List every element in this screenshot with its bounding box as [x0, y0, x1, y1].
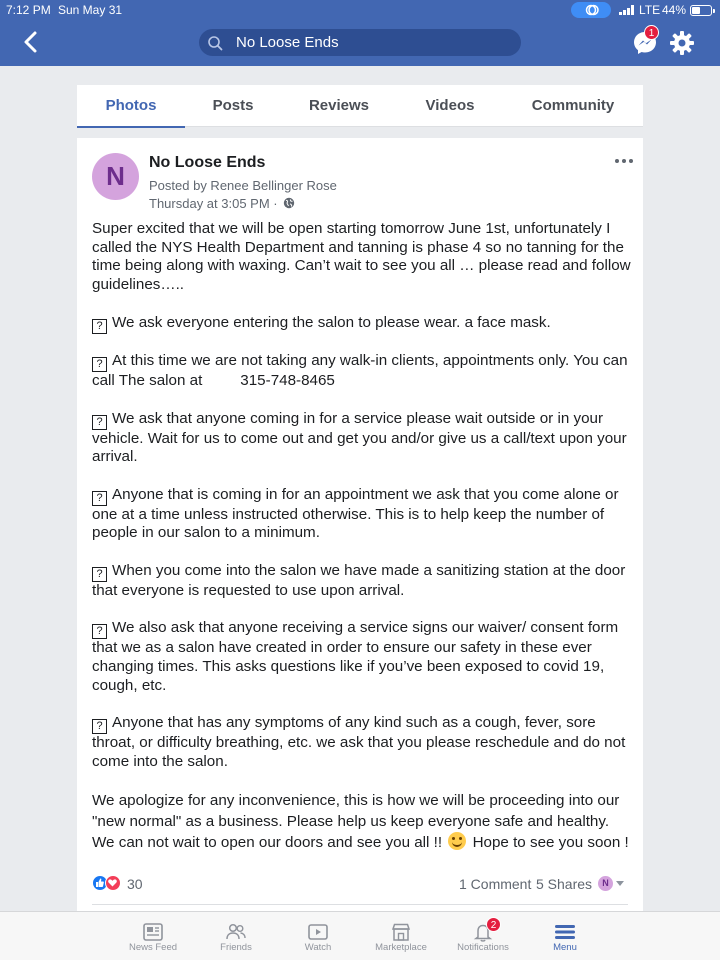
- tab-community[interactable]: Community: [531, 97, 615, 114]
- news-feed-icon: [142, 921, 164, 943]
- nav-label: News Feed: [128, 942, 178, 953]
- nav-watch[interactable]: [283, 912, 353, 960]
- post-rule: ? We ask everyone entering the salon to please wear. a face mask.: [92, 314, 632, 334]
- nav-news-feed[interactable]: [118, 912, 188, 960]
- nav-label: Marketplace: [375, 942, 427, 953]
- post-rule: ? We ask that anyone coming in for a service please wait outside or in your vehicle. Wait for us to come out and get you and/or give us a call/text upon your arrival.: [92, 409, 627, 466]
- share-as-avatar[interactable]: N: [598, 876, 613, 891]
- search-icon: [207, 35, 223, 51]
- divider: [92, 904, 628, 905]
- messenger-button[interactable]: [630, 28, 660, 58]
- nav-label: Watch: [304, 942, 332, 953]
- nav-label: Notifications: [457, 942, 509, 953]
- back-button[interactable]: [20, 30, 42, 54]
- battery-icon: [690, 5, 712, 16]
- post-closing: We apologize for any inconvenience, this is how we will be proceeding into our "new normal" as a business. Please help us keep everyone safe and healthy. We can not wait to open our doors and see you all !! Hope to see you soon !: [92, 792, 629, 852]
- unknown-glyph-icon: ?: [92, 567, 107, 582]
- battery-percent: 44%: [662, 3, 687, 17]
- gear-icon: [668, 29, 696, 57]
- nav-menu[interactable]: [530, 912, 600, 960]
- status-bar: [0, 0, 720, 20]
- post-rule: ? We also ask that anyone receiving a service signs our waiver/ consent form that we as a salon have created in order to ensure our safety in these ever changing times. This asks questions like if you’ve been exposed to covid 19, cough, etc.: [92, 619, 619, 694]
- post-author: Posted by Renee Bellinger Rose: [149, 178, 337, 193]
- post-card: [77, 138, 643, 928]
- post-rule: ? When you come into the salon we have made a sanitizing station at the door that everyone is requested to use upon arrival.: [92, 561, 626, 599]
- post-timestamp[interactable]: Thursday at 3:05 PM ·: [149, 196, 278, 211]
- post-timestamp-row: [149, 196, 295, 211]
- nav-notifications[interactable]: [448, 912, 518, 960]
- unknown-glyph-icon: ?: [92, 319, 107, 334]
- settings-button[interactable]: [668, 29, 696, 57]
- unknown-glyph-icon: ?: [92, 624, 107, 639]
- nav-marketplace[interactable]: [366, 912, 436, 960]
- unknown-glyph-icon: ?: [92, 491, 107, 506]
- nav-label: Menu: [553, 942, 577, 953]
- top-bar: [0, 0, 720, 66]
- love-reaction-icon: [105, 875, 121, 891]
- more-options-button[interactable]: [614, 152, 634, 168]
- post-page-name[interactable]: No Loose Ends: [149, 154, 266, 171]
- post-body: [92, 220, 632, 872]
- notifications-badge: 2: [486, 917, 501, 932]
- post-rule: ? Anyone that is coming in for an appointment we ask that you come alone or one at a time unless instructed otherwise. This is to help keep the number of people in our salon to a minimum.: [92, 485, 619, 542]
- tab-videos[interactable]: Videos: [425, 97, 475, 114]
- tab-photos[interactable]: Photos: [77, 85, 185, 127]
- watch-icon: [307, 921, 329, 943]
- friends-icon: [225, 921, 247, 943]
- menu-icon: [554, 921, 576, 943]
- messenger-badge: 1: [644, 25, 659, 40]
- status-time: 7:12 PM: [6, 3, 51, 17]
- tab-posts[interactable]: Posts: [212, 97, 254, 114]
- tab-reviews[interactable]: Reviews: [308, 97, 370, 114]
- chevron-down-icon[interactable]: [616, 881, 624, 886]
- globe-icon: [283, 197, 295, 209]
- search-input[interactable]: [199, 29, 521, 56]
- page-tabs: [77, 85, 643, 127]
- unknown-glyph-icon: ?: [92, 719, 107, 734]
- signal-icon: [619, 5, 635, 15]
- network-type: LTE: [639, 3, 661, 17]
- status-date: Sun May 31: [58, 3, 123, 17]
- shares-link[interactable]: 5 Shares: [536, 876, 593, 892]
- avatar[interactable]: N: [92, 153, 139, 200]
- nav-label: Friends: [220, 942, 252, 953]
- reaction-count: 30: [127, 876, 143, 892]
- post-rule: ? At this time we are not taking any walk-in clients, appointments only. You can call The salon at 315-748-8465: [92, 352, 632, 390]
- nav-friends[interactable]: [201, 912, 271, 960]
- bottom-nav: [0, 911, 720, 960]
- search-query: No Loose Ends: [236, 34, 339, 51]
- marketplace-icon: [390, 921, 412, 943]
- chevron-left-icon: [20, 30, 42, 54]
- unknown-glyph-icon: ?: [92, 357, 107, 372]
- comments-link[interactable]: 1 Comment: [459, 876, 532, 892]
- hotspot-pill-icon: [571, 2, 611, 18]
- post-rule: ? Anyone that has any symptoms of any kind such as a cough, fever, sore throat, or difficulty breathing, etc. we ask that you please reschedule and do not come into the salon.: [92, 713, 626, 770]
- post-intro: Super excited that we will be open starting tomorrow June 1st, unfortunately I called the NYS Health Department and tanning is phase 4 so no tanning for the time being along with waxing. Can’t wait to see you all … please read and follow guidelines…..: [92, 220, 631, 294]
- unknown-glyph-icon: ?: [92, 415, 107, 430]
- smiling-emoji-icon: [448, 832, 466, 850]
